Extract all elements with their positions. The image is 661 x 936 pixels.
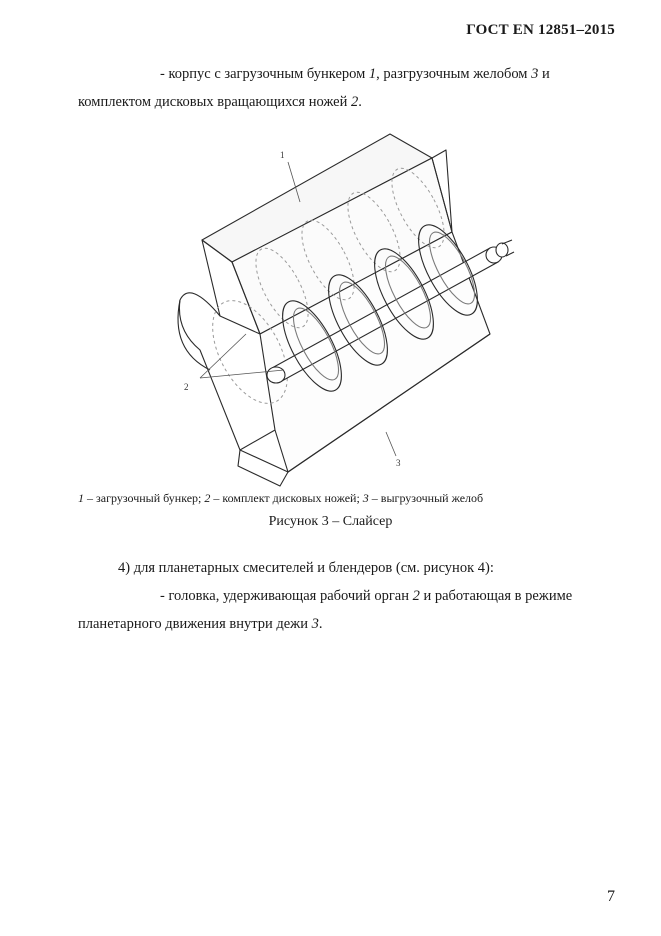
legend-ref: 2 — [204, 491, 211, 505]
document-id: ГОСТ EN 12851–2015 — [466, 22, 615, 38]
figure-legend — [78, 490, 483, 506]
callout-1-label: 1 — [280, 150, 285, 160]
legend-text: – выгрузочный желоб — [368, 491, 484, 505]
callout-3-label: 3 — [396, 458, 401, 468]
section-text: планетарного движения внутри дежи — [78, 616, 312, 632]
section-text: . — [318, 616, 323, 632]
legend-text: – комплект дисковых ножей; — [210, 491, 363, 505]
section-text: - головка, удерживающая рабочий орган — [160, 588, 413, 604]
slicer-drawing — [160, 120, 540, 490]
item-ref: 1 — [368, 66, 377, 82]
item-ref: 3 — [531, 66, 539, 82]
item-ref: 2 — [351, 94, 359, 110]
intro-text: , разгрузочным желобом — [376, 66, 532, 82]
figure-caption: Рисунок 3 – Слайсер — [268, 514, 393, 529]
intro-line-1 — [160, 60, 550, 88]
legend-text: – загрузочный бункер; — [84, 491, 205, 505]
intro-text: комплектом дисковых вращающихся ножей — [78, 94, 352, 110]
section-4-heading: 4) для планетарных смесителей и блендеров (см. рисунок 4): — [118, 560, 494, 576]
intro-text: и — [538, 66, 550, 82]
item-ref: 3 — [311, 616, 319, 632]
legend-ref: 1 — [78, 491, 84, 505]
section-4-line-1 — [160, 582, 572, 610]
callout-2-label: 2 — [184, 382, 189, 392]
section-4-line-2 — [78, 610, 322, 638]
page-number: 7 — [607, 888, 615, 905]
section-text: и работающая в режиме — [419, 588, 573, 604]
intro-text: . — [358, 94, 362, 110]
legend-ref: 3 — [362, 491, 369, 505]
intro-text: - корпус с загрузочным бункером — [160, 66, 369, 82]
intro-line-2 — [78, 88, 362, 116]
item-ref: 2 — [412, 588, 420, 604]
slicer-figure — [160, 120, 540, 490]
